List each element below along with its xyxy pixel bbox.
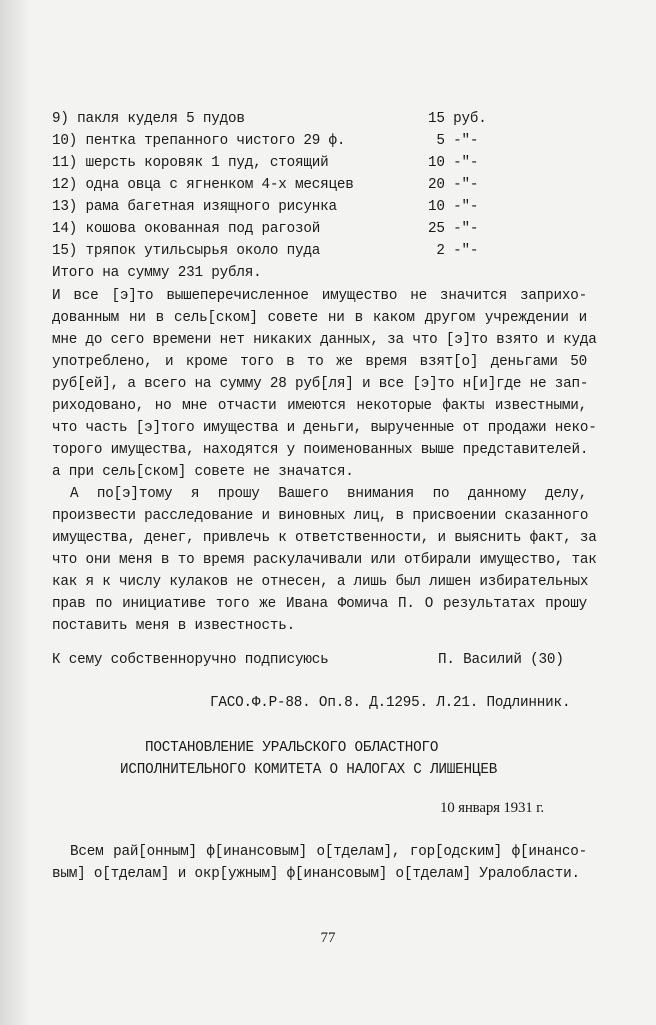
item-price: 10 -"- — [428, 155, 479, 171]
address-line: вым] о[тделам] и окр[ужным] ф[инансовым] о[тделам] Уралобласти. — [52, 866, 580, 882]
list-item: 10) пентка трепанного чистого 29 ф. — [52, 133, 346, 149]
text-line: мне до сего времени нет никаких данных, за что [э]то взято и куда — [52, 332, 597, 348]
address-line: Всем рай[онным] ф[инансовым] о[тделам], гор[одским] ф[инансо- — [70, 844, 587, 860]
text-line: дованным ни в сель[ском] совете ни в каком другом учреждении и — [52, 310, 587, 326]
item-price: 10 -"- — [428, 199, 479, 215]
signature-text: К сему собственноручно подписуюсь — [52, 652, 329, 668]
list-item: 13) рама багетная изящного рисунка — [52, 199, 337, 215]
text-line: имущества, денег, привлечь к ответственности, и выяснить факт, за — [52, 530, 597, 546]
text-line: прав по инициативе того же Ивана Фомича П. О результатах прошу — [52, 596, 587, 612]
total-line: Итого на сумму 231 рубля. — [52, 265, 262, 281]
list-item: 14) кошова окованная под рагозой — [52, 221, 321, 237]
document-date: 10 января 1931 г. — [440, 800, 544, 816]
text-line: поставить меня в известность. — [52, 618, 296, 634]
list-item: 15) тряпок утильсырья около пуда — [52, 243, 321, 259]
text-line: а при сель[ском] совете не значатся. — [52, 464, 354, 480]
item-price: 5 -"- — [428, 133, 479, 149]
text-line: что они меня в то время раскулачивали или отбирали имущество, так — [52, 552, 597, 568]
text-line: торого имущества, находятся у поименованных выше представителей. — [52, 442, 589, 458]
signature-name: П. Василий (30) — [438, 652, 564, 668]
item-price: 15 руб. — [428, 111, 487, 127]
item-price: 25 -"- — [428, 221, 479, 237]
text-line: произвести расследование и виновных лиц, в присвоении сказанного — [52, 508, 589, 524]
list-item: 9) пакля куделя 5 пудов — [52, 111, 245, 127]
text-line: как я к числу кулаков не отнесен, а лишь был лишен избирательных — [52, 574, 589, 590]
text-line: что часть [э]того имущества и деньги, вырученные от продажи неко- — [52, 420, 597, 436]
text-line: И все [э]то вышеперечисленное имущество не значится заприхо- — [52, 288, 587, 304]
text-line: руб[ей], а всего на сумму 28 руб[ля] и все [э]то н[и]где не зап- — [52, 376, 589, 392]
section-heading-line: ИСПОЛНИТЕЛЬНОГО КОМИТЕТА О НАЛОГАХ С ЛИШЕНЦЕВ — [120, 762, 498, 778]
item-price: 20 -"- — [428, 177, 479, 193]
list-item: 12) одна овца с ягненком 4-х месяцев — [52, 177, 354, 193]
archive-reference: ГАСО.Ф.Р-88. Оп.8. Д.1295. Л.21. Подлинник. — [210, 695, 571, 711]
page-number: 77 — [320, 930, 336, 946]
item-price: 2 -"- — [428, 243, 479, 259]
text-line: А по[э]тому я прошу Вашего внимания по данному делу, — [70, 486, 587, 502]
text-line: употреблено, и кроме того в то же время взят[о] деньгами 50 — [52, 354, 587, 370]
list-item: 11) шерсть коровяк 1 пуд, стоящий — [52, 155, 329, 171]
text-line: риходовано, но мне отчасти имеются некоторые факты известными, — [52, 398, 587, 414]
section-heading-line: ПОСТАНОВЛЕНИЕ УРАЛЬСКОГО ОБЛАСТНОГО — [145, 740, 439, 756]
scan-edge-shadow — [0, 0, 30, 1025]
